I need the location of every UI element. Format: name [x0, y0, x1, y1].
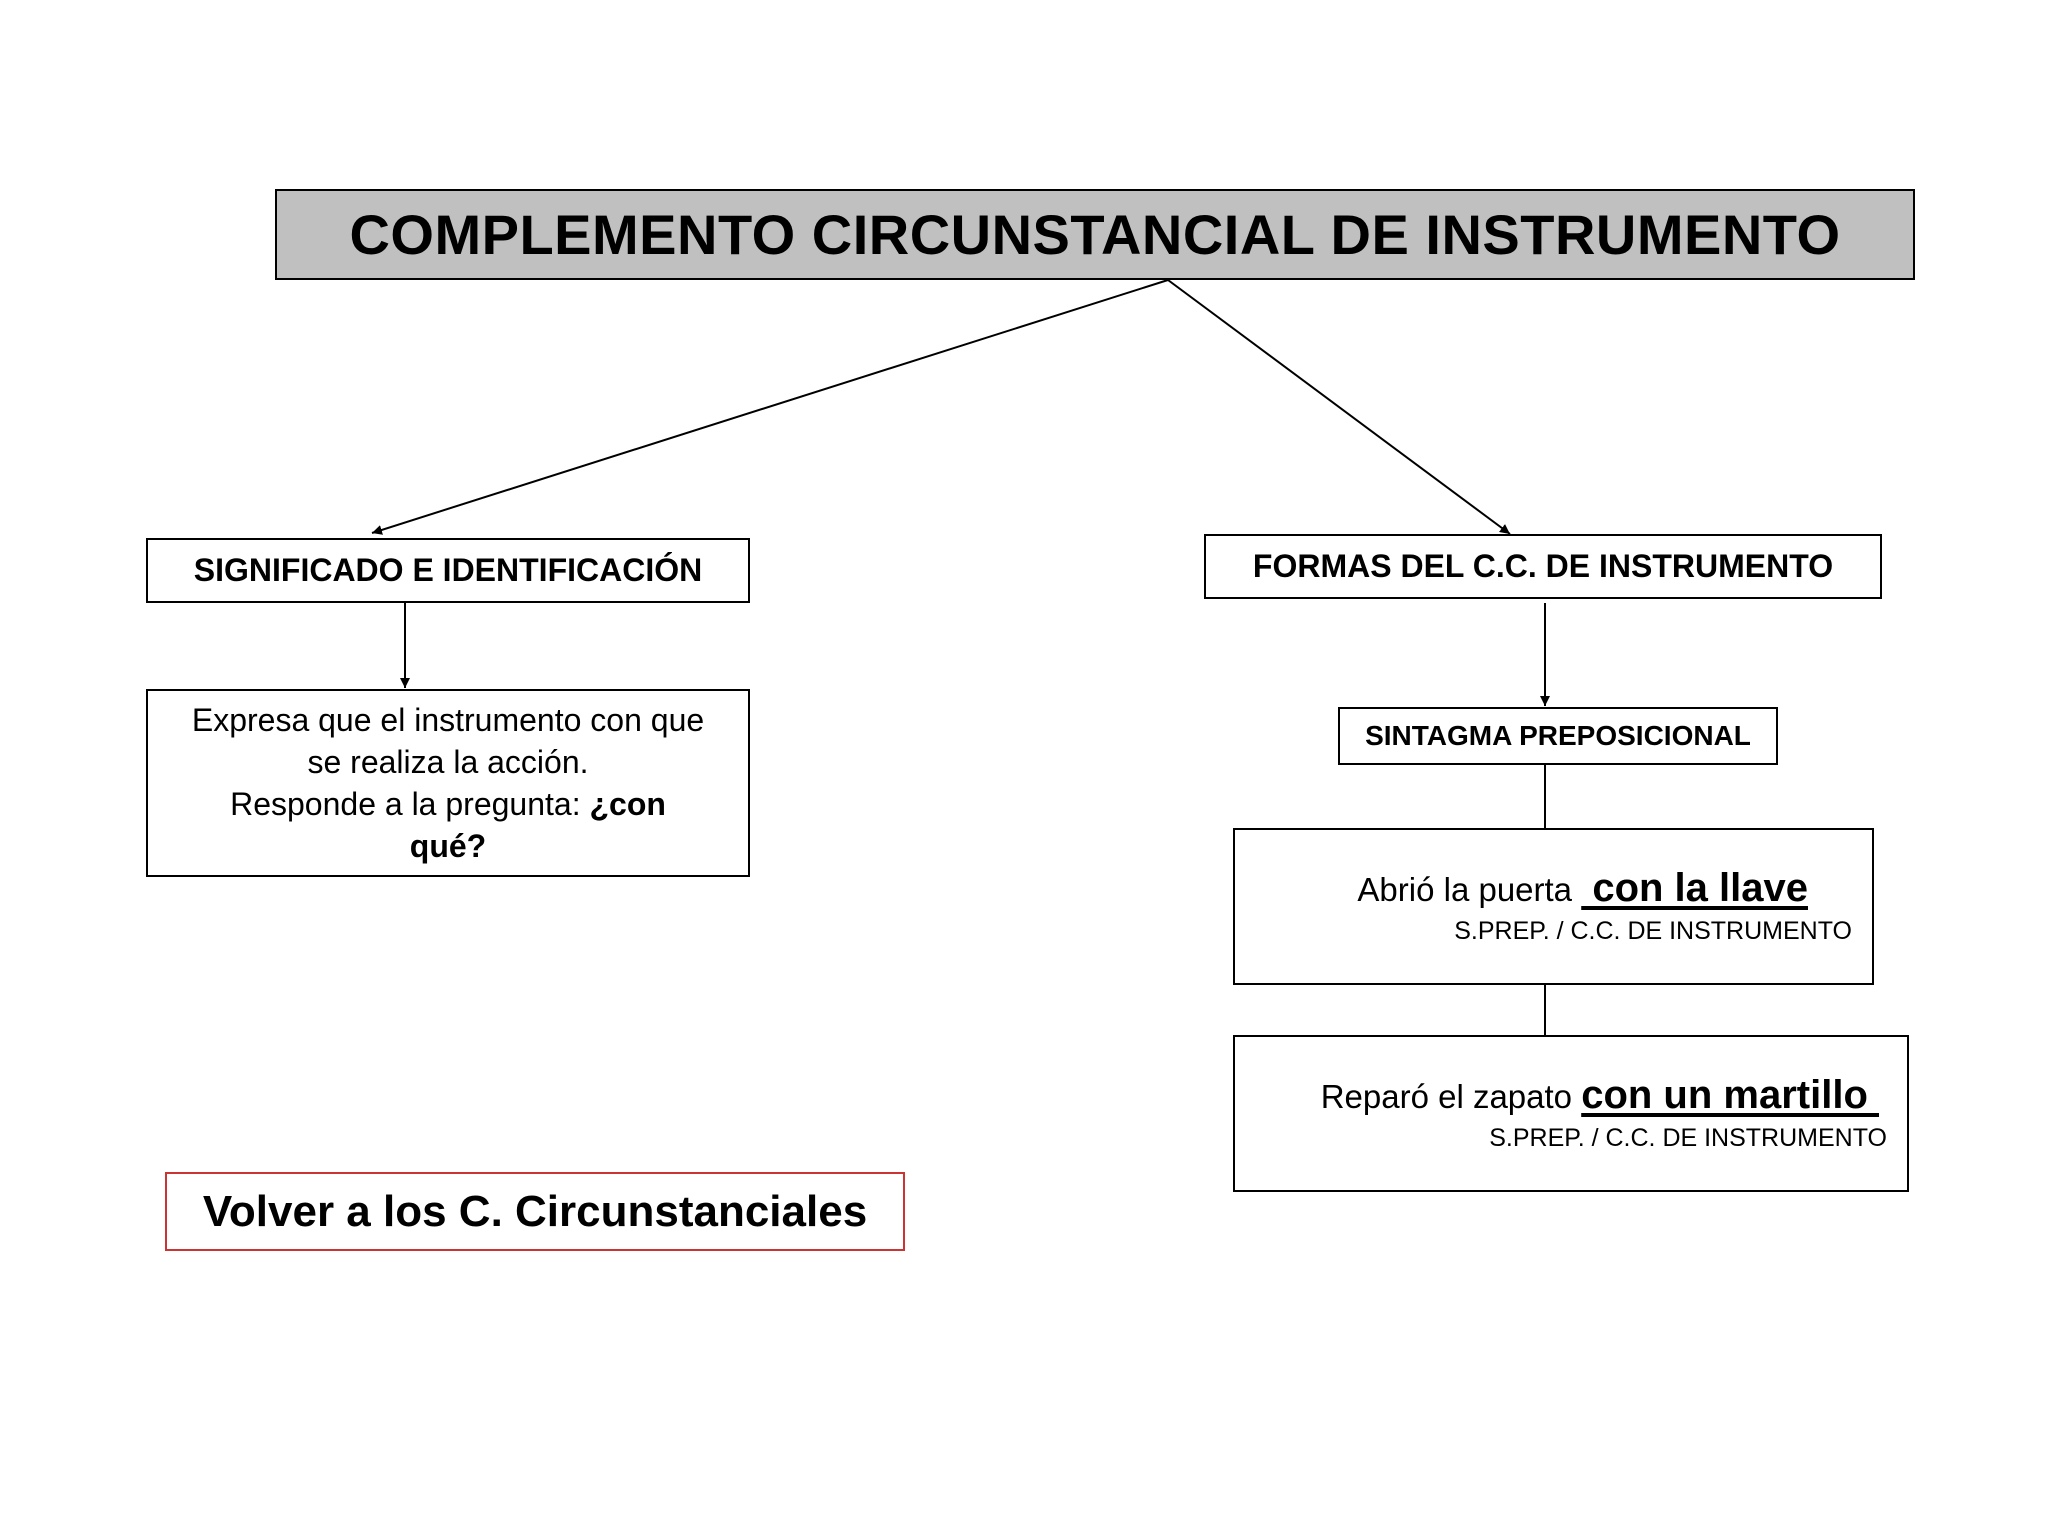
example-1-prefix: Abrió la puerta: [1357, 870, 1582, 908]
back-to-circumstantial-link[interactable]: [165, 1172, 905, 1251]
meaning-line-3: [230, 783, 666, 825]
meaning-line-1: Expresa que el instrumento con que: [191, 702, 705, 738]
example-1-sentence: [1357, 866, 1808, 912]
example-box-1: [1233, 828, 1874, 985]
meaning-question-intro: Responde a la pregunta:: [230, 786, 590, 822]
prepositional-phrase-label: SINTAGMA PREPOSICIONAL: [1365, 720, 1751, 751]
prepositional-phrase-box: [1338, 707, 1778, 765]
meaning-line-2: se realiza la acción.: [307, 744, 589, 780]
example-2-prefix: Reparó el zapato: [1320, 1077, 1582, 1115]
meaning-heading: SIGNIFICADO E IDENTIFICACIÓN: [193, 552, 703, 588]
example-2-complement: con un martillo: [1581, 1072, 1879, 1117]
arrow-to-forms-heading: [1168, 280, 1510, 534]
example-1-complement: con la llave: [1581, 865, 1808, 910]
example-2-label: S.PREP. / C.C. DE INSTRUMENTO: [1489, 1123, 1887, 1152]
example-1-label: S.PREP. / C.C. DE INSTRUMENTO: [1454, 916, 1852, 945]
forms-heading-box: [1204, 534, 1882, 599]
arrow-to-meaning-heading: [372, 280, 1168, 533]
example-2-sentence: [1321, 1073, 1879, 1119]
diagram-title: [275, 189, 1915, 280]
forms-heading: FORMAS DEL C.C. DE INSTRUMENTO: [1252, 548, 1834, 584]
meaning-description-box: [146, 689, 750, 877]
meaning-heading-box: [146, 538, 750, 603]
meaning-question-start: ¿con: [589, 786, 666, 822]
example-box-2: [1233, 1035, 1909, 1192]
meaning-question-end: qué?: [409, 828, 487, 864]
diagram-title-text: COMPLEMENTO CIRCUNSTANCIAL DE INSTRUMENTO: [349, 203, 1841, 266]
back-link-text[interactable]: Volver a los C. Circunstanciales: [202, 1186, 868, 1236]
